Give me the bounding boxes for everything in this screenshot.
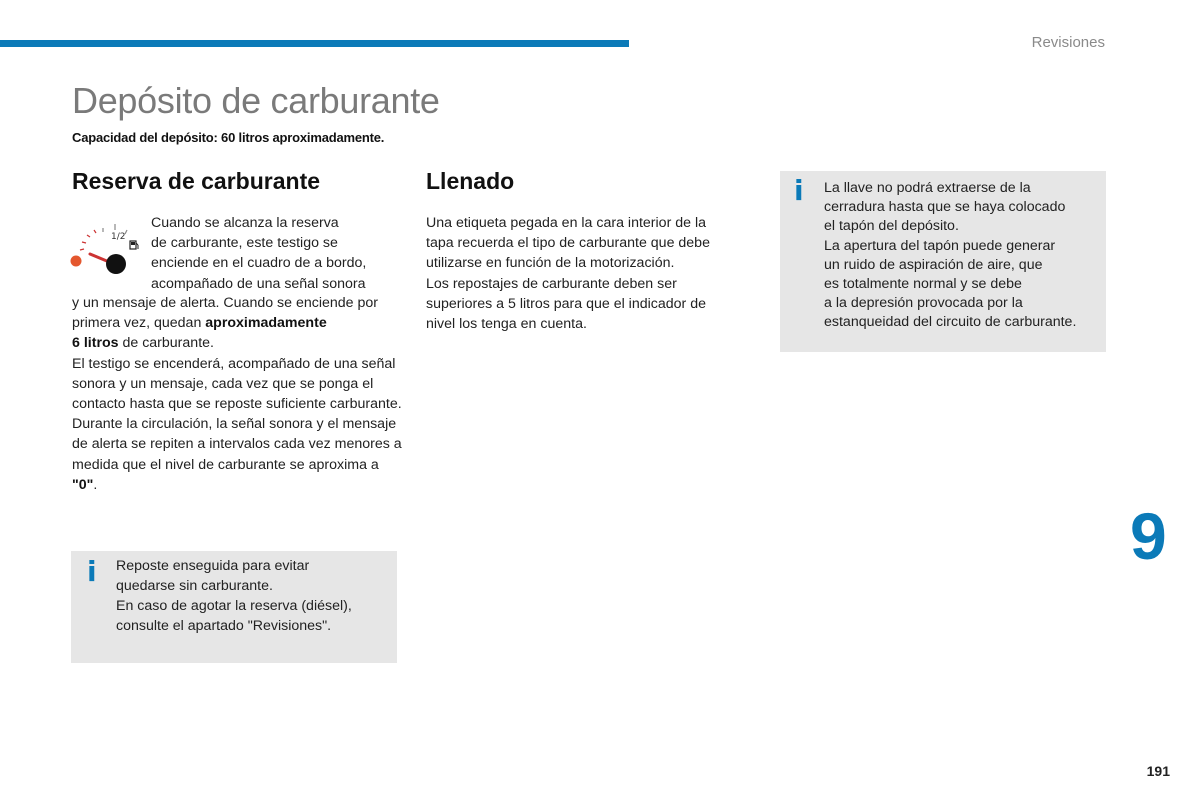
capacity-note: Capacidad del depósito: 60 litros aproximadamente. [72,130,385,145]
key-info-box [780,171,1106,352]
reserve-body-text: y un mensaje de alerta. Cuando se enciende por primera vez, quedan aproximadamente 6 litros de carburante. El testigo se encenderá, acompañado de una señal sonora y un mensaje, cada vez que se ponga el contacto hasta que se reposte suficiente carburante. Durante la circulación, la señal sonora y el mensaje de alerta se repiten a intervalos cada vez menores a medida que el nivel de carburante se aproxima a "0". [72,295,402,493]
reserve-info-text: Reposte enseguida para evitar quedarse sin carburante. En caso de agotar la reserva (diésel), consulte el apartado "Revisiones". [116,558,352,634]
key-info-text: La llave no podrá extraerse de la cerradura hasta que se haya colocado el tapón del depósito. La apertura del tapón puede generar un ruido de aspiración de aire, que es totalmente normal y se debe a la depresión provocada por la estanqueidad del circuito de carburante. [824,180,1077,331]
reserve-intro-text: Cuando se alcanza la reserva de carburante, este testigo se enciende en el cuadro de a bordo, acompañado de una señal sonora [151,215,367,292]
fuel-gauge-icon [68,214,144,276]
reserve-info-box [71,551,397,663]
section-label: Revisiones [1031,34,1105,51]
page-title: Depósito de carburante [72,80,440,121]
info-icon: i [87,555,97,588]
info-icon: i [794,174,804,207]
page-number: 191 [1146,763,1170,779]
filling-body-text: Una etiqueta pegada en la cara interior de la tapa recuerda el tipo de carburante que debe utilizarse en función de la motorización. Los repostajes de carburante deben ser superiores a 5 litros para que el indicador de nivel los tenga en cuenta. [426,215,710,333]
filling-heading: Llenado [426,168,515,194]
header-accent-bar [0,40,629,47]
reserve-heading: Reserva de carburante [72,168,321,194]
svg-text:1/2: 1/2 [111,232,126,242]
chapter-number: 9 [1130,499,1167,573]
